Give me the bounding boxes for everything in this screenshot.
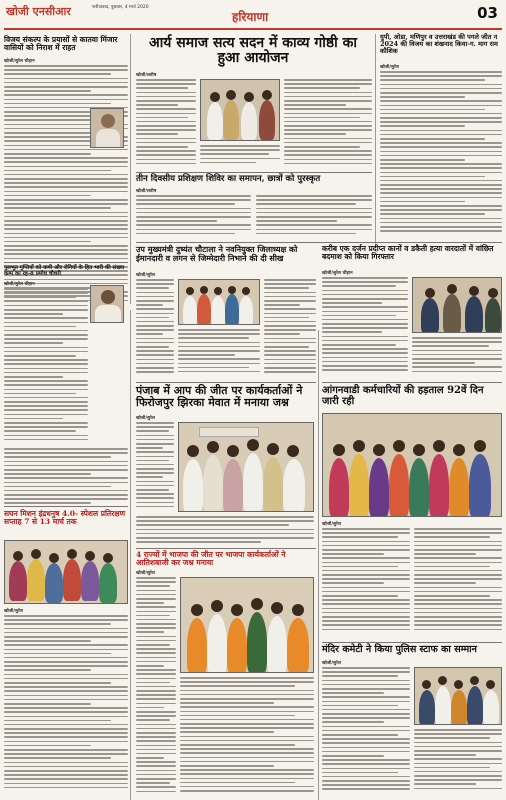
section-divider [322,642,502,643]
article-body [414,528,502,638]
article-body [136,422,174,514]
article-byline: खोजी/सुरेश चौहान [4,282,35,287]
article-byline: खोजी/लवीष [136,73,157,78]
article-byline: खोजी/सुरेश चौहान [4,59,35,64]
article-body [4,615,128,797]
article-byline: खोजी/सुरेश [136,416,155,421]
event-photo [200,79,280,141]
article-body [322,277,408,379]
article-byline: खोजी/सुरेश [136,273,155,278]
article-body [4,288,88,448]
article-headline: तीन दिवसीय प्रशिक्षण शिविर का समापन, छात्रों को पुरस्कृत [136,174,321,184]
protest-photo [322,413,502,517]
article-headline: विजय संकल्प के प्रयासों से कातवा मिंजार वासियों को निराश में राहत [4,35,118,53]
article-body [380,71,502,241]
section-divider [136,242,502,243]
article-byline: खोजी/सुरेश चौहान [322,271,353,276]
paper-name: खोजी एनसीआर [6,5,71,18]
article-body [284,79,372,169]
article-headline: करीब एक दर्जन प्रदीप्त कानों व डकैती हत्या वारदातों में वांछित बदमाश को किया गिरफ्तार [322,244,494,262]
portrait-photo [90,285,124,323]
event-photo [178,279,260,325]
article-byline: खोजी/लवीष [136,189,157,194]
article-body [4,448,128,508]
article-body [322,528,410,638]
article-body [414,729,502,797]
column-divider [318,330,319,800]
article-byline: खोजी/सुरेश [380,65,399,70]
honour-photo [414,667,502,725]
dateline: फरीदाबाद, बुधवार, 4 मार्च 2020 [92,5,149,10]
article-body [256,195,372,239]
article-body [136,516,314,546]
article-body [180,677,314,797]
section-divider [4,506,128,507]
column-divider [130,34,131,304]
arrest-photo [412,277,502,333]
article-headline: पंजाब में आप की जीत पर कार्यकर्ताओं ने फिरोजपुर झिरका मेवात में मनाया जश्न [136,384,303,410]
event-photo [4,540,128,604]
section-divider [322,382,502,383]
article-body [136,279,174,379]
article-body [136,195,251,239]
article-body [412,337,502,379]
section-title: हरियाणा [232,10,269,24]
article-headline: मंदिर कमेटी ने किया पुलिस स्टाफ का सम्मान [322,644,477,655]
article-body [200,145,280,169]
article-body [136,79,196,169]
article-headline: युपी, ओडा, मणिपुर व उत्तराखंड की पगले जीत न 2024 की विजय का शंखनाद किया-ग. माग राम कौशिक [380,33,498,56]
column-divider [130,310,131,800]
celebration-photo [180,577,314,673]
section-divider [136,548,316,549]
article-headline: पुलभूत गुप्तियों को कमी और रोगियों के हित भारी की संख्या कम्प का रह-8 प्रमोध चौधरी [4,265,125,278]
column-divider [375,34,376,244]
article-byline: खोजी/सुरेश [136,571,155,576]
celebration-photo [178,422,314,512]
article-byline: खोजी/सुरेश [322,522,341,527]
article-byline: खोजी/सुरेश [4,609,23,614]
masthead-divider [4,28,502,30]
article-body [178,329,260,379]
article-headline: आंगनवाडी कर्मचारियों की हड़ताल 92वें दिन जारी रही [322,385,484,407]
article-headline: आर्य समाज सत्य सदन में काव्य गोष्ठी का हुआ आयोजन [148,35,358,67]
section-divider [136,382,316,383]
section-divider [136,172,372,173]
article-body [322,667,410,797]
portrait-photo [90,108,124,148]
article-headline: उप मुख्यमंत्री दुष्यंत चौटाला ने नवनियुक्त जिलाध्यक्ष को ईमानदारी व लगन से जिम्मेदारी निभाने की दी सीख [136,244,298,263]
article-byline: खोजी/सुरेश [322,661,341,666]
article-headline: सघन मिशन इंद्रधनुष 4.0- स्पेशल प्रतिरक्षण सप्ताह 7 से 13 मार्च तक [4,509,126,527]
section-divider [4,262,128,263]
page-number: 03 [477,4,498,22]
article-body [264,279,316,379]
article-headline: 4 राज्यों में भाजपा की जीत पर भाजपा कार्यकर्ताओं ने आतिशबाजी कर जश्न मनाया [136,550,286,568]
article-body [136,577,176,797]
